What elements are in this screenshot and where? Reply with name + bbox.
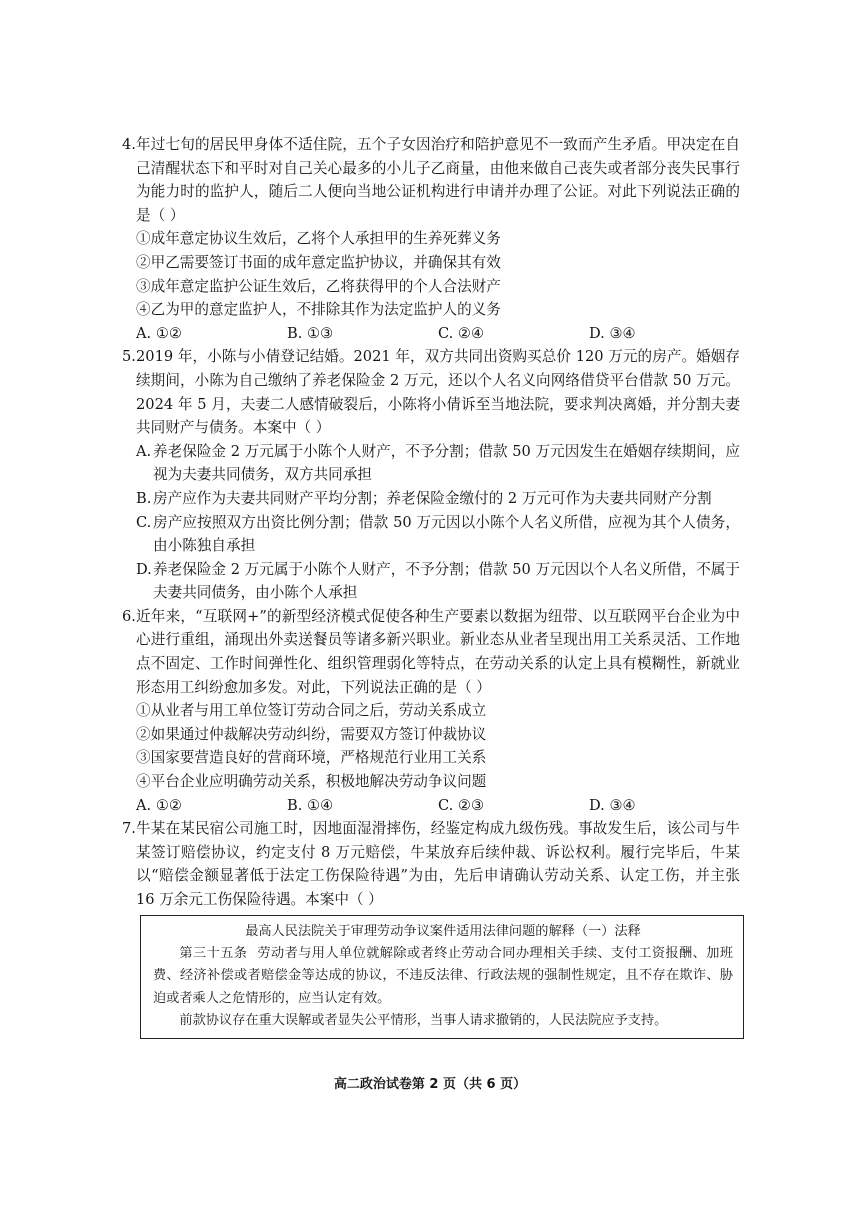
option-b	[122, 487, 740, 511]
option-label: D.	[136, 560, 152, 578]
question-stem	[122, 133, 740, 227]
statement-4: ④乙为甲的意定监护人，不排除其作为法定监护人的义务	[136, 301, 501, 319]
statement-2: ②如果通过仲裁解决劳动纠纷，需要双方签订仲裁协议	[136, 725, 487, 743]
law-paragraph-2: 前款协议存在重大误解或者显失公平情形，当事人请求撤销的，人民法院应予支持。	[179, 1013, 668, 1029]
question-stem	[122, 345, 740, 439]
question-list	[122, 133, 740, 1039]
law-excerpt-box	[140, 915, 744, 1039]
page-footer: 高二政治试卷第 2 页（共 6 页）	[333, 1077, 527, 1092]
choice-d: D. ③④	[589, 796, 636, 814]
choice-a: A. ①②	[136, 796, 182, 814]
option-c	[122, 511, 740, 558]
choice-b: B. ①③	[287, 324, 334, 342]
question-text: 2019 年，小陈与小倩登记结婚。2021 年，双方共同出资购买总价 120 万元的房产。婚姻存续期间，小陈为自己缴纳了养老保险金 2 万元，还以个人名义向网络借贷平台借款 50 万元。2024 年 5 月，夫妻二人感情破裂后，小陈将小倩诉至当地法院，要求判决离婚，并分割夫妻共同财产与债务。本案中（ ）	[136, 348, 740, 437]
question-number: 5.	[122, 348, 136, 366]
option-d	[122, 558, 740, 605]
option-text: 房产应作为夫妻共同财产平均分割；养老保险金缴付的 2 万元可作为夫妻共同财产分割	[153, 489, 712, 507]
question-5	[122, 345, 740, 605]
option-a	[122, 440, 740, 487]
choice-d: D. ③④	[589, 324, 636, 342]
question-stem	[122, 817, 740, 911]
question-text: 年过七旬的居民甲身体不适住院，五个子女因治疗和陪护意见不一致而产生矛盾。甲决定在自己清醒状态下和平时对自己关心最多的小儿子乙商量，由他来做自己丧失或者部分丧失民事行为能力时的监护人，随后二人便向当地公证机构进行申请并办理了公证。对此下列说法正确的是（ ）	[136, 136, 740, 224]
question-number: 7.	[122, 820, 136, 838]
question-stem	[122, 605, 740, 699]
choice-c: C. ②③	[438, 796, 485, 814]
choice-b: B. ①④	[287, 796, 334, 814]
statement-1: ①从业者与用工单位签订劳动合同之后，劳动关系成立	[136, 702, 487, 720]
question-text: 近年来，“互联网+”的新型经济模式促使各种生产要素以数据为纽带、以互联网平台企业为中心进行重组，涌现出外卖送餐员等诸多新兴职业。新业态从业者呈现出用工关系灵活、工作地点不固定、工作时间弹性化、组织管理弱化等特点，在劳动关系的认定上具有模糊性，新就业形态用工纠纷愈加多发。对此，下列说法正确的是（ ）	[136, 607, 740, 696]
question-6	[122, 605, 740, 817]
option-text: 房产应按照双方出资比例分割；借款 50 万元因以小陈个人名义所借，应视为其个人债务，由小陈独自承担	[153, 513, 740, 555]
option-text: 养老保险金 2 万元属于小陈个人财产，不予分割；借款 50 万元因以个人名义所借，不属于夫妻共同债务，由小陈个人承担	[153, 560, 740, 602]
answer-choices	[122, 794, 740, 818]
statement-4: ④平台企业应明确劳动关系，积极地解决劳动争议问题	[136, 773, 487, 791]
choice-a: A. ①②	[136, 324, 182, 342]
statement-3: ③国家要营造良好的营商环境，严格规范行业用工关系	[136, 749, 487, 767]
question-text: 牛某在某民宿公司施工时，因地面湿滑摔伤，经鉴定构成九级伤残。事故发生后，该公司与牛某签订赔偿协议，约定支付 8 万元赔偿，牛某放弃后续仲裁、诉讼权利。履行完毕后，牛某以“赔偿金额显著低于法定工伤保险待遇”为由，先后申请确认劳动关系、认定工伤，并主张 16 万余元工伤保险待遇。本案中（ ）	[136, 820, 740, 908]
statement-2: ②甲乙需要签订书面的成年意定监护协议，并确保其有效	[136, 253, 501, 271]
choice-c: C. ②④	[438, 324, 485, 342]
option-label: B.	[136, 489, 152, 507]
question-4	[122, 133, 740, 345]
option-label: A.	[136, 442, 152, 460]
article-text: 劳动者与用人单位就解除或者终止劳动合同办理相关手续、支付工资报酬、加班费、经济补偿或者赔偿金等达成的协议，不违反法律、行政法规的强制性规定，且不存在欺诈、胁迫或者乘人之危情形的，应当认定有效。	[153, 946, 734, 1006]
option-label: C.	[136, 513, 152, 531]
statement-1: ①成年意定协议生效后，乙将个人承担甲的生养死葬义务	[136, 230, 501, 248]
statement-3: ③成年意定监护公证生效后，乙将获得甲的个人合法财产	[136, 277, 501, 295]
option-text: 养老保险金 2 万元属于小陈个人财产，不予分割；借款 50 万元因发生在婚姻存续期间，应视为夫妻共同债务，双方共同承担	[153, 442, 740, 484]
law-article	[153, 943, 733, 1010]
question-7	[122, 817, 740, 911]
article-number: 第三十五条	[179, 946, 248, 961]
law-title: 最高人民法院关于审理劳动争议案件适用法律问题的解释（一）法释	[245, 923, 641, 939]
question-number: 4.	[122, 136, 136, 153]
question-number: 6.	[122, 607, 136, 625]
answer-choices	[122, 322, 740, 346]
